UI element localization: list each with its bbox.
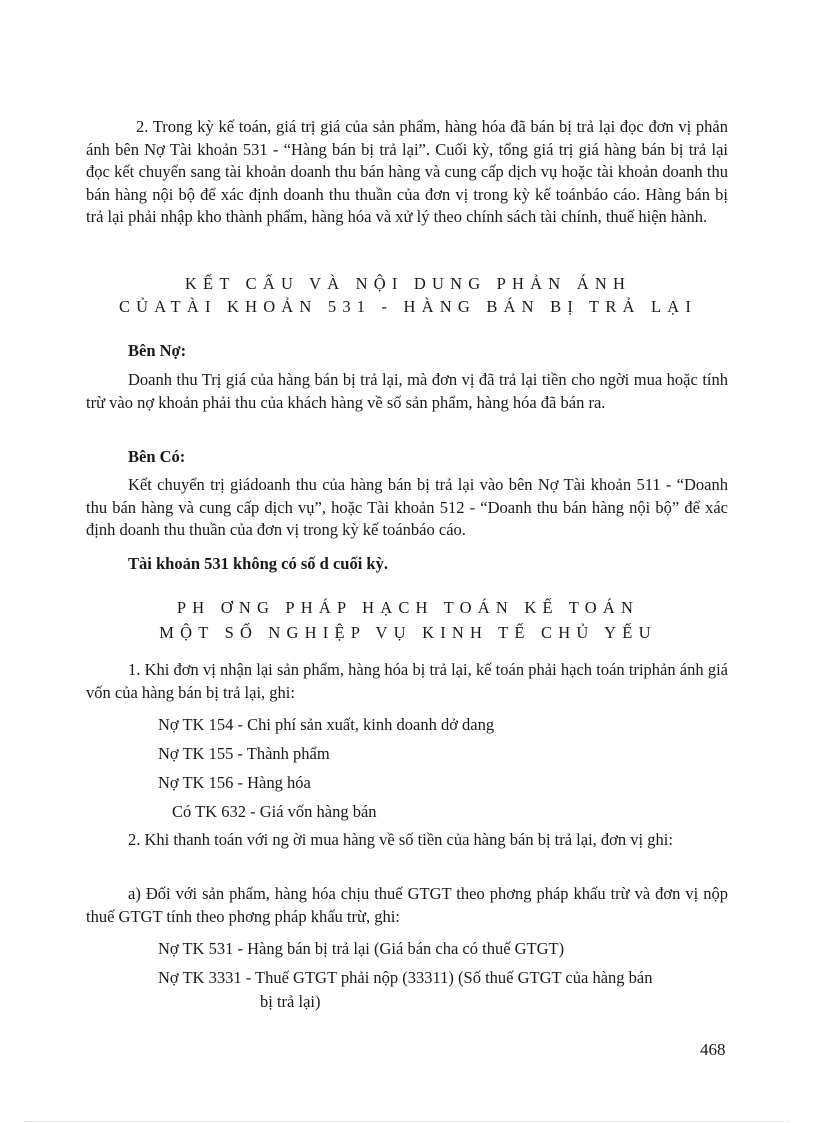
credit-side-text: Kết chuyển trị giádoanh thu của hàng bán bị trả lại vào bên Nợ Tài khoản 511 - “Doanh thu bán hàng và cung cấp dịch vụ”, hoặc Tài khoản 512 - “Doanh thu bán hàng nội bộ” để xác định doanh thu thuần của đơn vị trong kỳ kế toánbáo cáo. bbox=[86, 475, 728, 539]
page-number: 468 bbox=[700, 1040, 726, 1059]
debit-side-text: Doanh thu Trị giá của hàng bán bị trả lại, mà đơn vị đã trả lại tiền cho ngời mua hoặc tính trừ vào nợ khoản phải thu của khách hàng về số sản phẩm, hàng hóa đã bán ra. bbox=[86, 370, 728, 412]
step2-text: 2. Khi thanh toán với ng ời mua hàng về số tiền của hàng bán bị trả lại, đơn vị ghi: bbox=[128, 830, 673, 849]
section-heading-structure-line1: KẾT CẤU VÀ NỘI DUNG PHẢN ÁNH bbox=[184, 274, 632, 293]
section-heading-structure-line2: CỦATÀI KHOẢN 531 - HÀNG BÁN BỊ TRẢ LẠI bbox=[118, 297, 698, 316]
footer-divider bbox=[24, 1121, 790, 1122]
step1-credit-632: Có TK 632 - Giá vốn hàng bán bbox=[172, 802, 377, 821]
step2-entry-3331: Nợ TK 3331 - Thuế GTGT phải nộp (33311) (Số thuế GTGT của hàng bán bbox=[158, 968, 653, 987]
step1-entry-155: Nợ TK 155 - Thành phẩm bbox=[158, 744, 330, 763]
step2-sub-a: a) Đối với sản phẩm, hàng hóa chịu thuế GTGT theo phơng pháp khấu trừ và đơn vị nộp thuế GTGT tính theo phơng pháp khấu trừ, ghi: bbox=[86, 884, 728, 926]
debit-side-label: Bên Nợ: bbox=[128, 341, 187, 360]
credit-side-label: Bên Có: bbox=[128, 447, 186, 466]
section-heading-method-line1: PH ƠNG PHÁP HẠCH TOÁN KẾ TOÁN bbox=[176, 598, 640, 617]
section-heading-method-line2: MỘT SỐ NGHIỆP VỤ KINH TẾ CHỦ YẾU bbox=[159, 623, 657, 642]
step2-entry-3331-cont: bị trả lại) bbox=[260, 992, 321, 1011]
step1-text: 1. Khi đơn vị nhận lại sản phẩm, hàng hóa bị trả lại, kế toán phải hạch toán triphản ánh giá vốn của hàng bán bị trả lại, ghi: bbox=[86, 660, 728, 702]
no-balance-note: Tài khoản 531 không có số d cuối kỳ. bbox=[128, 554, 388, 573]
step1-entry-156: Nợ TK 156 - Hàng hóa bbox=[158, 773, 311, 792]
step2-entry-531: Nợ TK 531 - Hàng bán bị trả lại (Giá bán cha có thuế GTGT) bbox=[158, 939, 565, 958]
intro-paragraph: 2. Trong kỳ kế toán, giá trị giá của sản phẩm, hàng hóa đã bán bị trả lại đọc đơn vị phản ánh bên Nợ Tài khoản 531 - “Hàng bán bị trả lại”. Cuối kỳ, tổng giá trị giá hàng bán bị trả lại đọc kết chuyển sang tài khoản doanh thu bán hàng và cung cấp dịch vụ hoặc tài khoản doanh thu bán hàng nội bộ để xác định doanh thu thuần của đơn vị trong kỳ kế toánbáo cáo. Hàng bán bị trả lại phải nhập kho thành phẩm, hàng hóa và xử lý theo chính sách tài chính, thuế hiện hành. bbox=[86, 117, 728, 226]
step1-entry-154: Nợ TK 154 - Chi phí sản xuất, kinh doanh dở dang bbox=[158, 715, 495, 734]
